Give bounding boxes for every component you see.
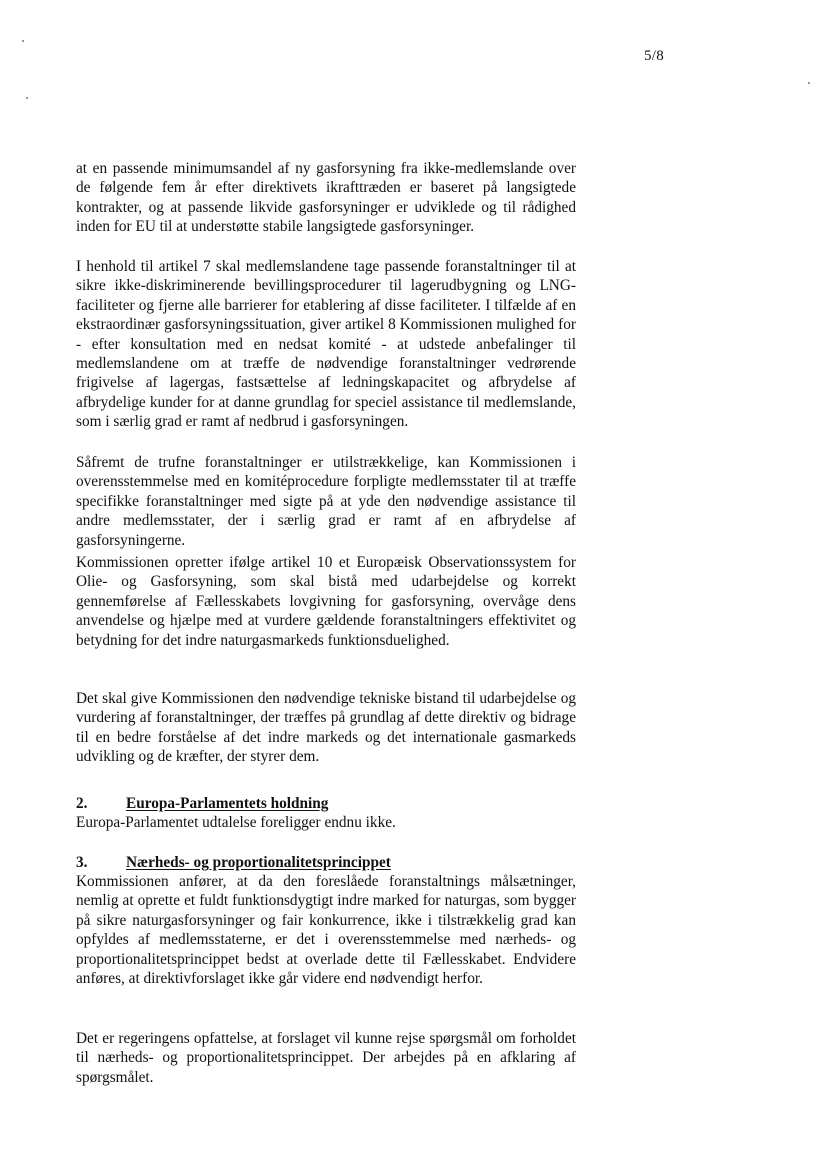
- section-title: Europa-Parlamentets holdning: [126, 795, 329, 812]
- section-number: 3.: [76, 854, 88, 871]
- page-number: 5/8: [644, 48, 665, 64]
- paragraph-parliament-opinion: Europa-Parlamentet udtalelse foreligger endnu ikke.: [76, 814, 396, 831]
- section-number: 2.: [76, 795, 88, 812]
- scan-speck: [22, 40, 24, 42]
- paragraph-government-view: Det er regeringens opfattelse, at forslaget vil kunne rejse spørgsmål om forholdet til nærheds- og proportionalitetsprincippet. Der arbejdes på en afklaring af spørgsmålet.: [76, 1030, 576, 1086]
- section-heading-parliament: [76, 794, 328, 813]
- paragraph-article-7-8: I henhold til artikel 7 skal medlemslandene tage passende foranstaltninger til at sikre ikke-diskriminerende bevillingsprocedurer til lagerudbygning og LNG-faciliteter og fjerne alle barrierer for etablering af disse faciliteter. I tilfælde af en ekstraordinær gasforsyningssituation, giver artikel 8 Kommissionen mulighed for - efter konsultation med en nedsat komité - at udstede anbefalinger til medlemslandene om at træffe de nødvendige foranstaltninger vedrørende frigivelse af lagergas, fastsættelse af ledningskapacitet og afbrydelse af afbrydelige kunder for at danne grundlag for speciel assistance til medlemslande, som i særlig grad er ramt af nedbrud i gasforsyningen.: [76, 258, 576, 431]
- paragraph-technical-assistance: Det skal give Kommissionen den nødvendige tekniske bistand til udarbejdelse og vurdering af foranstaltninger, der træffes på grundlag af dette direktiv og bidrage til en bedre forståelse af det indre markeds og det internationale gasmarkeds udvikling og de kræfter, der styrer dem.: [76, 690, 576, 766]
- scan-speck: [808, 82, 810, 84]
- paragraph-insufficient-measures: Såfremt de trufne foranstaltninger er utilstrækkelige, kan Kommissionen i overensstemmelse med en komitéprocedure forpligte medlemsstater til at træffe specifikke foranstaltninger med sigte på at yde den nødvendige assistance til andre medlemsstater, der i særlig grad er ramt af en afbrydelse af gasforsyningerne.: [76, 454, 576, 549]
- paragraph-commission-subsidiarity: Kommissionen anfører, at da den foreslåede foranstaltnings målsætninger, nemlig at oprette et fuldt funktionsdygtigt indre marked for naturgas, som bygger på sikre naturgasforsyninger og fair konkurrence, ikke i tilstrækkelig grad kan opfyldes af medlemsstaterne, er det i overensstemmelse med nærheds- og proportionalitetsprincippet bedst at overlade dette til Fællesskabet. Endvidere anføres, at direktivforslaget ikke går videre end nødvendigt herfor.: [76, 873, 576, 988]
- paragraph-gas-supply-share: at en passende minimumsandel af ny gasforsyning fra ikke-medlemslande over de følgende fem år efter direktivets ikrafttræden er baseret på langsigtede kontrakter, og at passende likvide gasforsyninger er udviklede og til rådighed inden for EU til at understøtte stabile langsigtede gasforsyninger.: [76, 160, 576, 236]
- scan-speck: [26, 97, 28, 99]
- section-title: Nærheds- og proportionalitetsprincippet: [126, 854, 391, 871]
- paragraph-observation-system: Kommissionen opretter ifølge artikel 10 et Europæisk Observationssystem for Olie- og Gasforsyning, som skal bistå med udarbejdelse og korrekt gennemførelse af Fællesskabets lovgivning for gasforsyning, overvåge dens anvendelse og hjælpe med at vurdere gældende foranstaltningers effektivitet og betydning for det indre naturgasmarkeds funktionsduelighed.: [76, 554, 576, 649]
- section-heading-subsidiarity: [76, 853, 391, 872]
